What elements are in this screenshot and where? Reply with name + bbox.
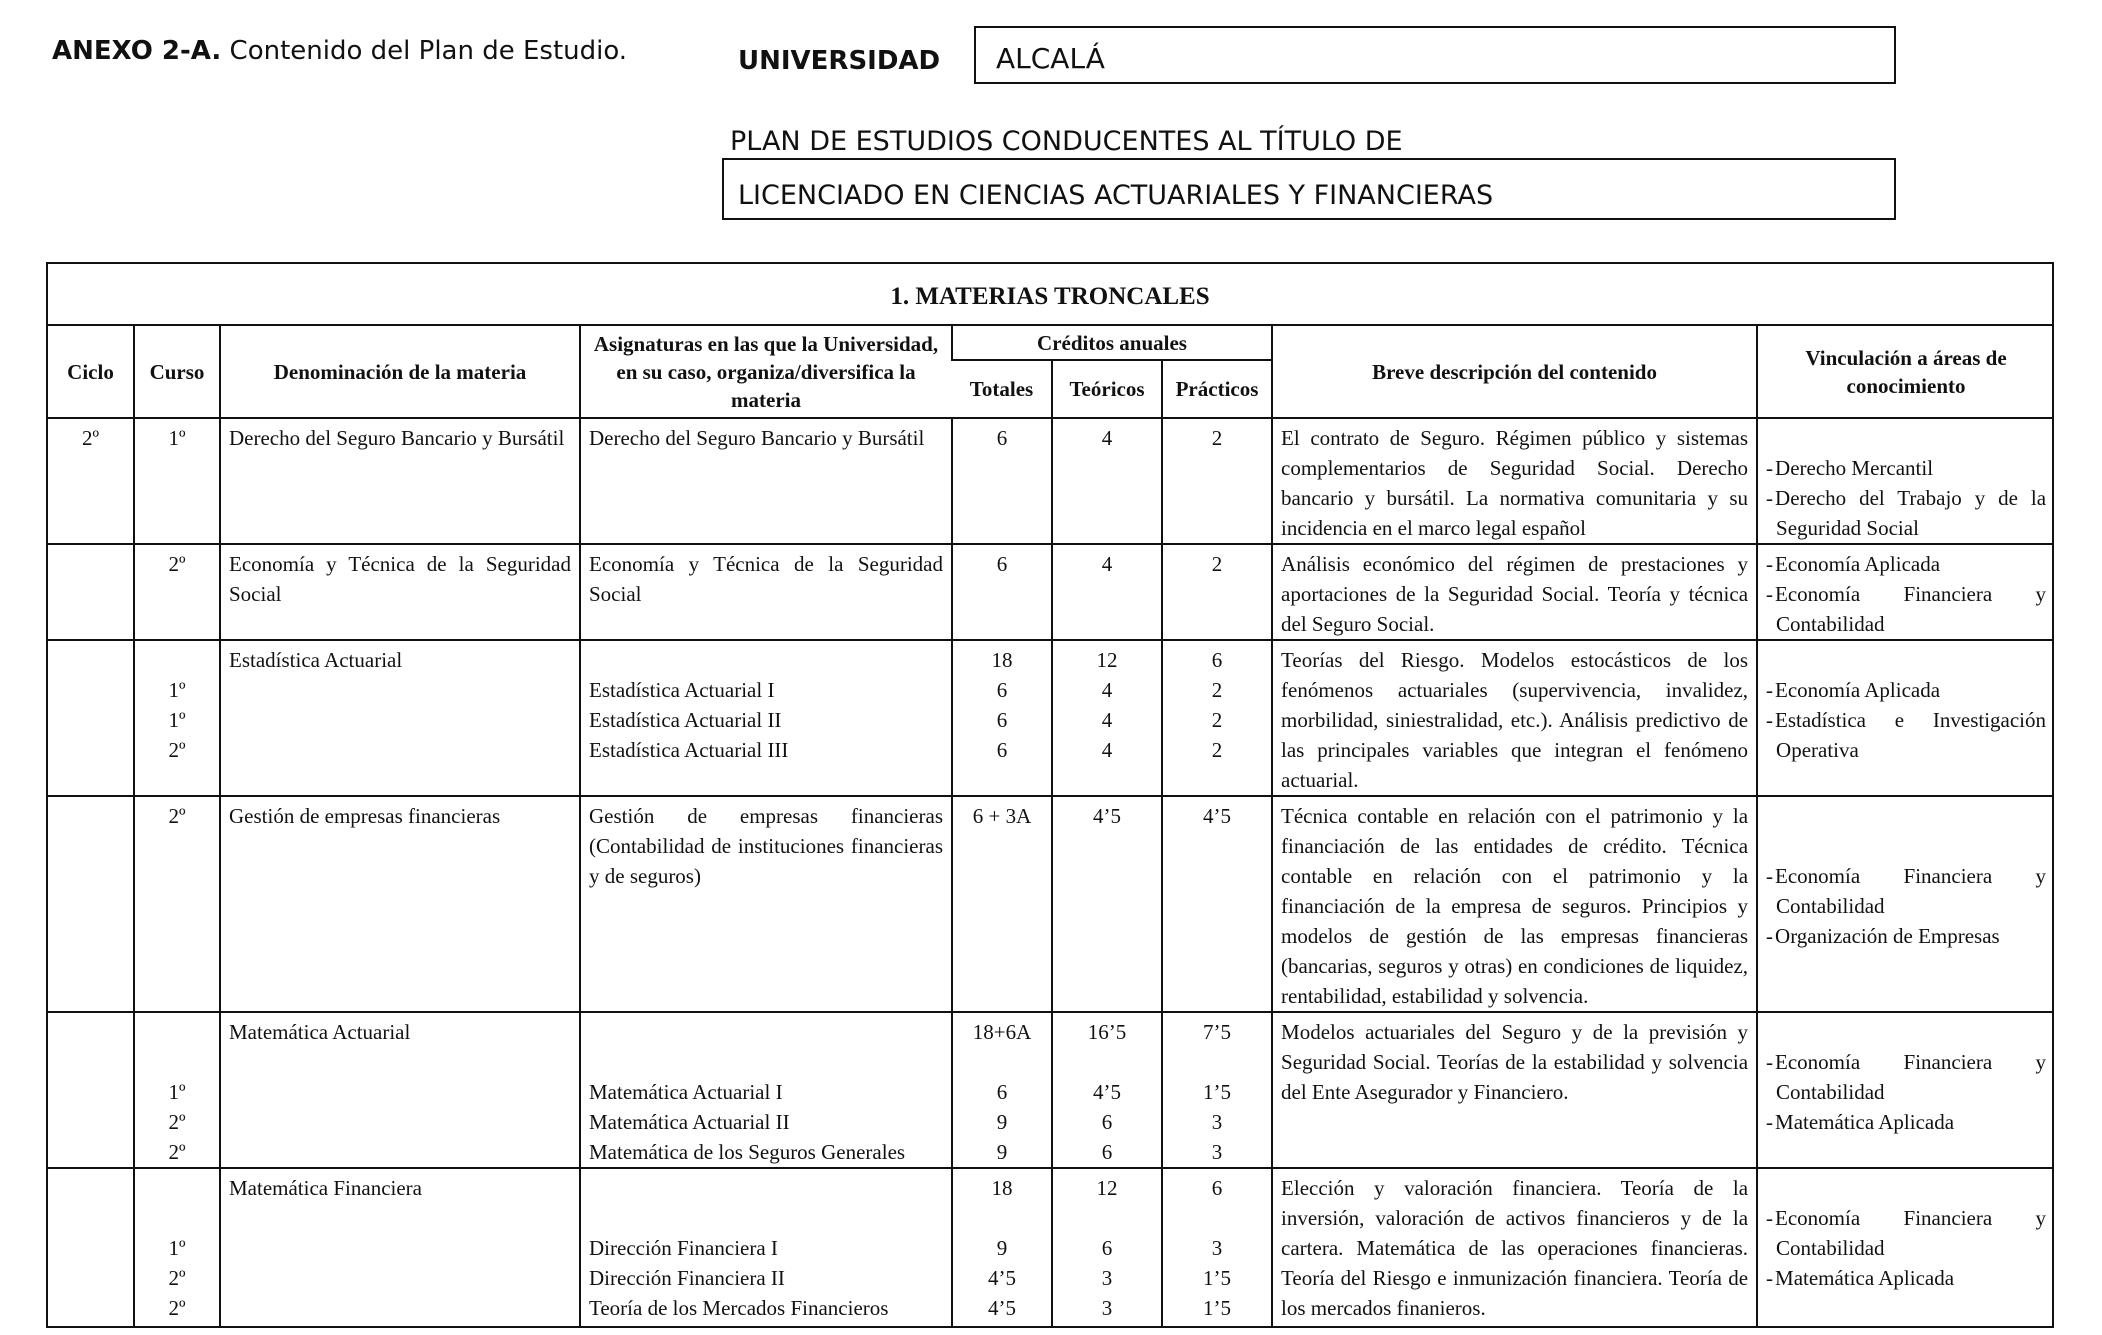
descripcion-text: El contrato de Seguro. Régimen público y sistemas complementarios de Seguridad Social. Derecho bancario y bursátil. La normativa comunitaria y su incidencia en el marco legal español bbox=[1281, 426, 1749, 540]
area-conocimiento: - Economía Financiera y Contabilidad bbox=[1776, 861, 2046, 921]
cell-materia bbox=[220, 640, 580, 796]
cell-curso bbox=[134, 640, 220, 796]
asignatura-name: Dirección Financiera II bbox=[589, 1266, 785, 1290]
cell-asignaturas bbox=[580, 640, 952, 796]
cell-teoricos bbox=[1052, 1012, 1162, 1168]
cell-descripcion bbox=[1272, 1012, 1757, 1168]
asignatura-name: Dirección Financiera I bbox=[589, 1236, 778, 1260]
cell-teoricos bbox=[1052, 640, 1162, 796]
annex-number: ANEXO 2-A. bbox=[52, 36, 222, 66]
creditos-practicos: 2 bbox=[1211, 552, 1223, 576]
header-totales: Totales bbox=[952, 360, 1052, 418]
creditos-totales: 6 bbox=[996, 1080, 1008, 1104]
spacer bbox=[1776, 645, 2046, 675]
header-ciclo: Ciclo bbox=[67, 359, 114, 384]
creditos-teoricos: 4 bbox=[1101, 678, 1113, 702]
creditos-practicos bbox=[1171, 1047, 1263, 1077]
cell-practicos bbox=[1162, 1168, 1272, 1326]
spacer bbox=[1776, 1017, 2046, 1047]
creditos-teoricos: 16’5 bbox=[1087, 1020, 1127, 1044]
creditos-practicos: 2 bbox=[1211, 738, 1223, 762]
cell-ciclo bbox=[48, 418, 134, 544]
curso-value: 2º bbox=[168, 1296, 186, 1320]
plan-label: PLAN DE ESTUDIOS CONDUCENTES AL TÍTULO DE bbox=[730, 126, 1403, 157]
materias-grid bbox=[48, 326, 2054, 1326]
spacer bbox=[1776, 1173, 2046, 1203]
header-denominacion: Denominación de la materia bbox=[220, 326, 580, 418]
creditos-practicos bbox=[1171, 1203, 1263, 1233]
table-row bbox=[48, 544, 2054, 640]
curso-value: 2º bbox=[168, 1140, 186, 1164]
creditos-practicos: 6 bbox=[1211, 648, 1223, 672]
curso-value bbox=[143, 1173, 211, 1203]
asignatura-name bbox=[589, 1017, 943, 1047]
curso-value: 1º bbox=[168, 1080, 186, 1104]
cell-teoricos bbox=[1052, 418, 1162, 544]
cell-materia bbox=[220, 418, 580, 544]
creditos-teoricos: 4 bbox=[1101, 738, 1113, 762]
creditos-practicos: 4’5 bbox=[1203, 804, 1232, 828]
asignatura-name: Matemática Actuarial II bbox=[589, 1110, 790, 1134]
area-conocimiento: - Matemática Aplicada bbox=[1776, 1107, 2046, 1137]
creditos-totales: 6 bbox=[996, 552, 1008, 576]
curso-value: 2º bbox=[168, 738, 186, 762]
cell-teoricos bbox=[1052, 1168, 1162, 1326]
degree-field: LICENCIADO EN CIENCIAS ACTUARIALES Y FINANCIERAS bbox=[722, 158, 1896, 220]
creditos-teoricos: 12 bbox=[1096, 1176, 1118, 1200]
descripcion-text: Elección y valoración financiera. Teoría de la inversión, valoración de activos financieros y de la cartera. Matemática de las operaciones financieras. Teoría del Riesgo e inmunización financiera. Teoría de los mercados finanieros. bbox=[1281, 1176, 1749, 1320]
asignatura-name: Teoría de los Mercados Financieros bbox=[589, 1296, 889, 1320]
descripcion-text: Modelos actuariales del Seguro y de la previsión y Seguridad Social. Teorías de la estabilidad y solvencia del Ente Asegurador y Financiero. bbox=[1281, 1020, 1749, 1104]
materia-name: Matemática Financiera bbox=[229, 1176, 422, 1200]
header-teoricos: Teóricos bbox=[1052, 360, 1162, 418]
materia-name: Estadística Actuarial bbox=[229, 648, 403, 672]
cell-ciclo bbox=[48, 640, 134, 796]
table-body bbox=[48, 418, 2054, 1326]
creditos-teoricos: 4’5 bbox=[1093, 1080, 1121, 1104]
asignatura-name: Estadística Actuarial I bbox=[589, 678, 775, 702]
asignatura-name bbox=[589, 1203, 943, 1233]
materias-table bbox=[46, 262, 2054, 1328]
cell-descripcion bbox=[1272, 1168, 1757, 1326]
cell-totales bbox=[952, 796, 1052, 1012]
ciclo-value: 2º bbox=[81, 426, 99, 450]
area-conocimiento: - Derecho del Trabajo y de la Seguridad Social bbox=[1776, 483, 2046, 543]
area-conocimiento: - Derecho Mercantil bbox=[1776, 453, 2046, 483]
spacer bbox=[1776, 831, 2046, 861]
cell-asignaturas bbox=[580, 418, 952, 544]
table-row bbox=[48, 1012, 2054, 1168]
creditos-teoricos bbox=[1061, 1047, 1153, 1077]
creditos-practicos: 2 bbox=[1211, 678, 1223, 702]
curso-value: 2º bbox=[168, 552, 186, 576]
header-practicos: Prácticos bbox=[1162, 360, 1272, 418]
cell-curso bbox=[134, 544, 220, 640]
header-curso: Curso bbox=[134, 326, 220, 418]
asignatura-name: Economía y Técnica de la Seguridad Social bbox=[589, 552, 943, 606]
descripcion-text: Técnica contable en relación con el patrimonio y la financiación de las entidades de crédito. Técnica contable en relación con el patrimonio y la financiación de la empresa de seguros. Principios y modelos de gestión de las empresas financieras (bancarias, seguros y otras) en condiciones de liquidez, rentabilidad, estabilidad y solvencia. bbox=[1281, 804, 1749, 1008]
cell-descripcion bbox=[1272, 544, 1757, 640]
cell-asignaturas bbox=[580, 544, 952, 640]
cell-vinculacion bbox=[1757, 796, 2054, 1012]
creditos-teoricos bbox=[1061, 1203, 1153, 1233]
cell-practicos bbox=[1162, 544, 1272, 640]
cell-materia bbox=[220, 796, 580, 1012]
creditos-practicos: 1’5 bbox=[1203, 1266, 1232, 1290]
materia-name: Matemática Actuarial bbox=[229, 1020, 411, 1044]
cell-materia bbox=[220, 544, 580, 640]
creditos-totales: 6 bbox=[996, 426, 1008, 450]
materia-name: Gestión de empresas financieras bbox=[229, 804, 501, 828]
creditos-teoricos: 4 bbox=[1101, 426, 1113, 450]
creditos-practicos: 3 bbox=[1211, 1236, 1223, 1260]
creditos-teoricos: 3 bbox=[1101, 1296, 1113, 1320]
area-conocimiento: - Economía Financiera y Contabilidad bbox=[1776, 1203, 2046, 1263]
header-creditos: Créditos anuales bbox=[952, 326, 1272, 360]
creditos-practicos: 1’5 bbox=[1203, 1080, 1232, 1104]
cell-vinculacion bbox=[1757, 1012, 2054, 1168]
cell-vinculacion bbox=[1757, 418, 2054, 544]
cell-curso bbox=[134, 1012, 220, 1168]
creditos-totales: 6 + 3A bbox=[972, 804, 1032, 828]
cell-descripcion bbox=[1272, 418, 1757, 544]
header-vinculacion: Vinculación a áreas de conocimiento bbox=[1757, 326, 2054, 418]
university-label: UNIVERSIDAD bbox=[738, 46, 941, 76]
university-field: ALCALÁ bbox=[974, 26, 1896, 84]
table-row bbox=[48, 796, 2054, 1012]
table-row bbox=[48, 640, 2054, 796]
creditos-practicos: 2 bbox=[1211, 426, 1223, 450]
creditos-teoricos: 6 bbox=[1101, 1236, 1113, 1260]
curso-value bbox=[143, 1203, 211, 1233]
cell-descripcion bbox=[1272, 640, 1757, 796]
cell-ciclo bbox=[48, 1168, 134, 1326]
area-conocimiento: - Organización de Empresas bbox=[1776, 921, 2046, 951]
cell-teoricos bbox=[1052, 796, 1162, 1012]
asignatura-name: Estadística Actuarial III bbox=[589, 738, 789, 762]
creditos-teoricos: 4 bbox=[1101, 708, 1113, 732]
creditos-totales: 4’5 bbox=[988, 1266, 1016, 1290]
area-conocimiento: - Matemática Aplicada bbox=[1776, 1263, 2046, 1293]
cell-asignaturas bbox=[580, 1012, 952, 1168]
curso-value: 2º bbox=[168, 1266, 186, 1290]
creditos-totales bbox=[961, 1203, 1043, 1233]
cell-vinculacion bbox=[1757, 1168, 2054, 1326]
area-conocimiento: - Economía Aplicada bbox=[1776, 675, 2046, 705]
creditos-teoricos: 4’5 bbox=[1093, 804, 1121, 828]
cell-practicos bbox=[1162, 796, 1272, 1012]
creditos-totales: 6 bbox=[996, 738, 1008, 762]
creditos-practicos: 3 bbox=[1211, 1140, 1223, 1164]
cell-practicos bbox=[1162, 1012, 1272, 1168]
curso-value bbox=[143, 1047, 211, 1077]
curso-value: 1º bbox=[168, 678, 186, 702]
creditos-teoricos: 12 bbox=[1096, 648, 1118, 672]
asignatura-name bbox=[589, 645, 943, 675]
cell-curso bbox=[134, 418, 220, 544]
asignatura-name: Matemática de los Seguros Generales bbox=[589, 1140, 906, 1164]
cell-vinculacion bbox=[1757, 640, 2054, 796]
creditos-totales: 9 bbox=[996, 1236, 1008, 1260]
cell-teoricos bbox=[1052, 544, 1162, 640]
materia-name: Derecho del Seguro Bancario y Bursátil bbox=[229, 426, 565, 450]
cell-curso bbox=[134, 1168, 220, 1326]
header-asignaturas: Asignaturas en las que la Universidad, en su caso, organiza/diversifica la materia bbox=[580, 326, 952, 418]
cell-descripcion bbox=[1272, 796, 1757, 1012]
asignatura-name bbox=[589, 1173, 943, 1203]
curso-value: 1º bbox=[168, 1236, 186, 1260]
annex-title: Contenido del Plan de Estudio. bbox=[229, 36, 628, 66]
asignatura-name: Estadística Actuarial II bbox=[589, 708, 782, 732]
creditos-practicos: 3 bbox=[1211, 1110, 1223, 1134]
creditos-totales: 18 bbox=[991, 1176, 1013, 1200]
cell-materia bbox=[220, 1168, 580, 1326]
creditos-practicos: 6 bbox=[1211, 1176, 1223, 1200]
creditos-practicos: 2 bbox=[1211, 708, 1223, 732]
creditos-totales bbox=[961, 1047, 1043, 1077]
creditos-totales: 9 bbox=[996, 1140, 1008, 1164]
curso-value: 2º bbox=[168, 1110, 186, 1134]
creditos-practicos: 7’5 bbox=[1203, 1020, 1232, 1044]
cell-totales bbox=[952, 418, 1052, 544]
cell-totales bbox=[952, 544, 1052, 640]
spacer bbox=[1776, 801, 2046, 831]
table-row bbox=[48, 418, 2054, 544]
descripcion-text: Teorías del Riesgo. Modelos estocásticos de los fenómenos actuariales (supervivencia, invalidez, morbilidad, siniestralidad, etc.). Análisis predictivo de las principales variables que integran el fenómeno actuarial. bbox=[1281, 648, 1749, 792]
asignatura-name bbox=[589, 1047, 943, 1077]
area-conocimiento: - Estadística e Investigación Operativa bbox=[1776, 705, 2046, 765]
creditos-totales: 4’5 bbox=[988, 1296, 1016, 1320]
table-row bbox=[48, 1168, 2054, 1326]
annex-heading bbox=[52, 36, 627, 66]
descripcion-text: Análisis económico del régimen de prestaciones y aportaciones de la Seguridad Social. Teoría y técnica del Seguro Social. bbox=[1281, 552, 1749, 636]
creditos-teoricos: 6 bbox=[1101, 1110, 1113, 1134]
materia-name: Economía y Técnica de la Seguridad Social bbox=[229, 552, 571, 606]
creditos-teoricos: 4 bbox=[1101, 552, 1113, 576]
creditos-totales: 6 bbox=[996, 708, 1008, 732]
cell-ciclo bbox=[48, 796, 134, 1012]
cell-asignaturas bbox=[580, 1168, 952, 1326]
creditos-practicos: 1’5 bbox=[1203, 1296, 1232, 1320]
curso-value bbox=[143, 645, 211, 675]
area-conocimiento: - Economía Financiera y Contabilidad bbox=[1776, 579, 2046, 639]
cell-curso bbox=[134, 796, 220, 1012]
cell-practicos bbox=[1162, 418, 1272, 544]
cell-ciclo bbox=[48, 1012, 134, 1168]
asignatura-name: Derecho del Seguro Bancario y Bursátil bbox=[589, 426, 925, 450]
curso-value bbox=[143, 1017, 211, 1047]
creditos-totales: 6 bbox=[996, 678, 1008, 702]
creditos-teoricos: 3 bbox=[1101, 1266, 1113, 1290]
cell-totales bbox=[952, 1168, 1052, 1326]
cell-vinculacion bbox=[1757, 544, 2054, 640]
section-title: 1. MATERIAS TRONCALES bbox=[48, 264, 2052, 326]
curso-value: 1º bbox=[168, 708, 186, 732]
creditos-totales: 18+6A bbox=[972, 1020, 1032, 1044]
asignatura-name: Gestión de empresas financieras (Contabilidad de instituciones financieras y de seguros) bbox=[589, 804, 943, 888]
cell-materia bbox=[220, 1012, 580, 1168]
cell-asignaturas bbox=[580, 796, 952, 1012]
cell-totales bbox=[952, 1012, 1052, 1168]
asignatura-name: Matemática Actuarial I bbox=[589, 1080, 783, 1104]
cell-totales bbox=[952, 640, 1052, 796]
creditos-totales: 18 bbox=[991, 648, 1013, 672]
cell-ciclo bbox=[48, 544, 134, 640]
area-conocimiento: - Economía Financiera y Contabilidad bbox=[1776, 1047, 2046, 1107]
creditos-teoricos: 6 bbox=[1101, 1140, 1113, 1164]
spacer bbox=[1776, 423, 2046, 453]
area-conocimiento: - Economía Aplicada bbox=[1776, 549, 2046, 579]
cell-practicos bbox=[1162, 640, 1272, 796]
header-descripcion: Breve descripción del contenido bbox=[1272, 326, 1757, 418]
curso-value: 2º bbox=[168, 804, 186, 828]
creditos-totales: 9 bbox=[996, 1110, 1008, 1134]
curso-value: 1º bbox=[168, 426, 186, 450]
